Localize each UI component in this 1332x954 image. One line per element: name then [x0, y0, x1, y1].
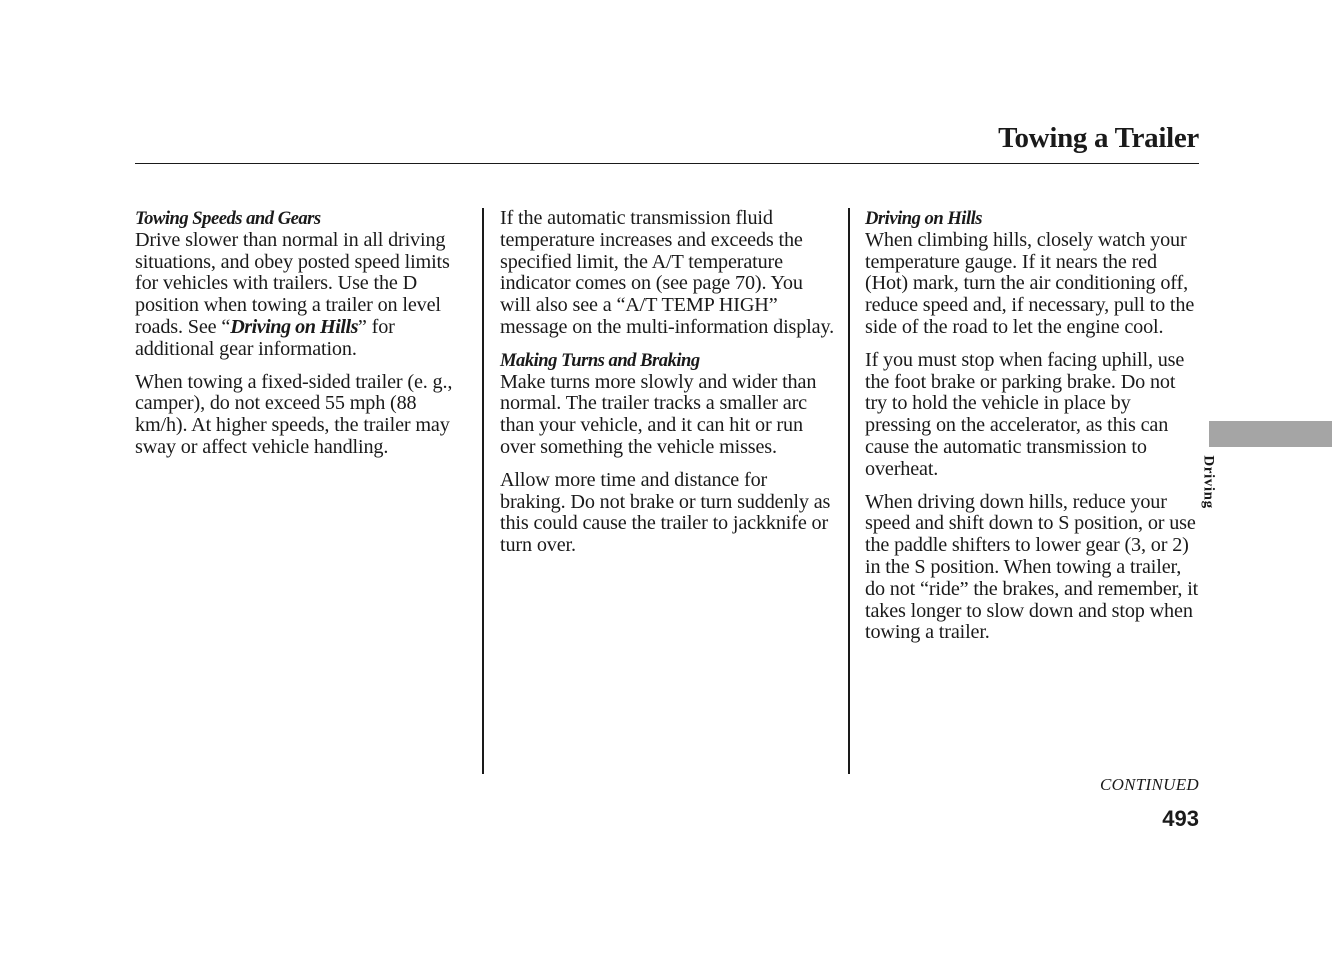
subheading-towing-speeds: Towing Speeds and Gears	[135, 208, 321, 229]
subheading-driving-hills: Driving on Hills	[865, 208, 983, 229]
page-number: 493	[1162, 806, 1199, 831]
page-title: Towing a Trailer	[998, 122, 1199, 154]
cross-reference: Driving on Hills	[230, 315, 358, 338]
subheading-turns-braking: Making Turns and Braking	[500, 349, 700, 371]
section-tab	[1209, 421, 1332, 447]
column-divider	[848, 208, 850, 774]
paragraph: Make turns more slowly and wider than normal. The trailer tracks a smaller arc than your vehicle, and it can hit or run over something the vehicle misses.	[500, 370, 817, 458]
continued-label: CONTINUED	[1099, 775, 1199, 794]
paragraph: When driving down hills, reduce your speed and shift down to S position, or use the paddle shifters to lower gear (3, or 2) in the S position. When towing a trailer, do not “ride” the brakes, and remember, it takes longer to slow down and stop when towing a trailer.	[865, 490, 1199, 644]
paragraph	[135, 230, 470, 361]
paragraph: If the automatic transmission fluid temperature increases and exceeds the specified limit, the A/T temperature indicator comes on (see page 70). You will also see a “A/T TEMP HIGH” message on the multi-information display.	[500, 207, 834, 338]
paragraph: Allow more time and distance for braking. Do not brake or turn suddenly as this could cause the trailer to jackknife or turn over.	[500, 468, 831, 557]
column-1	[135, 208, 470, 470]
paragraph: When climbing hills, closely watch your temperature gauge. If it nears the red (Hot) mark, turn the air conditioning off, reduce speed and, if necessary, pull to the side of the road to let the engine cool.	[865, 228, 1195, 338]
column-divider	[482, 208, 484, 774]
column-2	[500, 208, 835, 568]
paragraph-text: Drive slower than normal in all driving situations, and obey posted speed limits for vehicles with trailers. Use the D position when towing a trailer on level roads. See “	[135, 228, 450, 338]
paragraph-text: ” for additional gear information.	[135, 315, 395, 360]
column-3	[865, 208, 1200, 655]
paragraph: If you must stop when facing uphill, use the foot brake or parking brake. Do not try to hold the vehicle in place by pressing on the accelerator, as this can cause the automatic transmission to overheat.	[865, 348, 1185, 480]
section-tab-label: Driving	[1200, 455, 1217, 509]
title-rule	[135, 163, 1199, 164]
paragraph: When towing a fixed-sided trailer (e. g., camper), do not exceed 55 mph (88 km/h). At higher speeds, the trailer may sway or affect vehicle handling.	[135, 370, 453, 458]
